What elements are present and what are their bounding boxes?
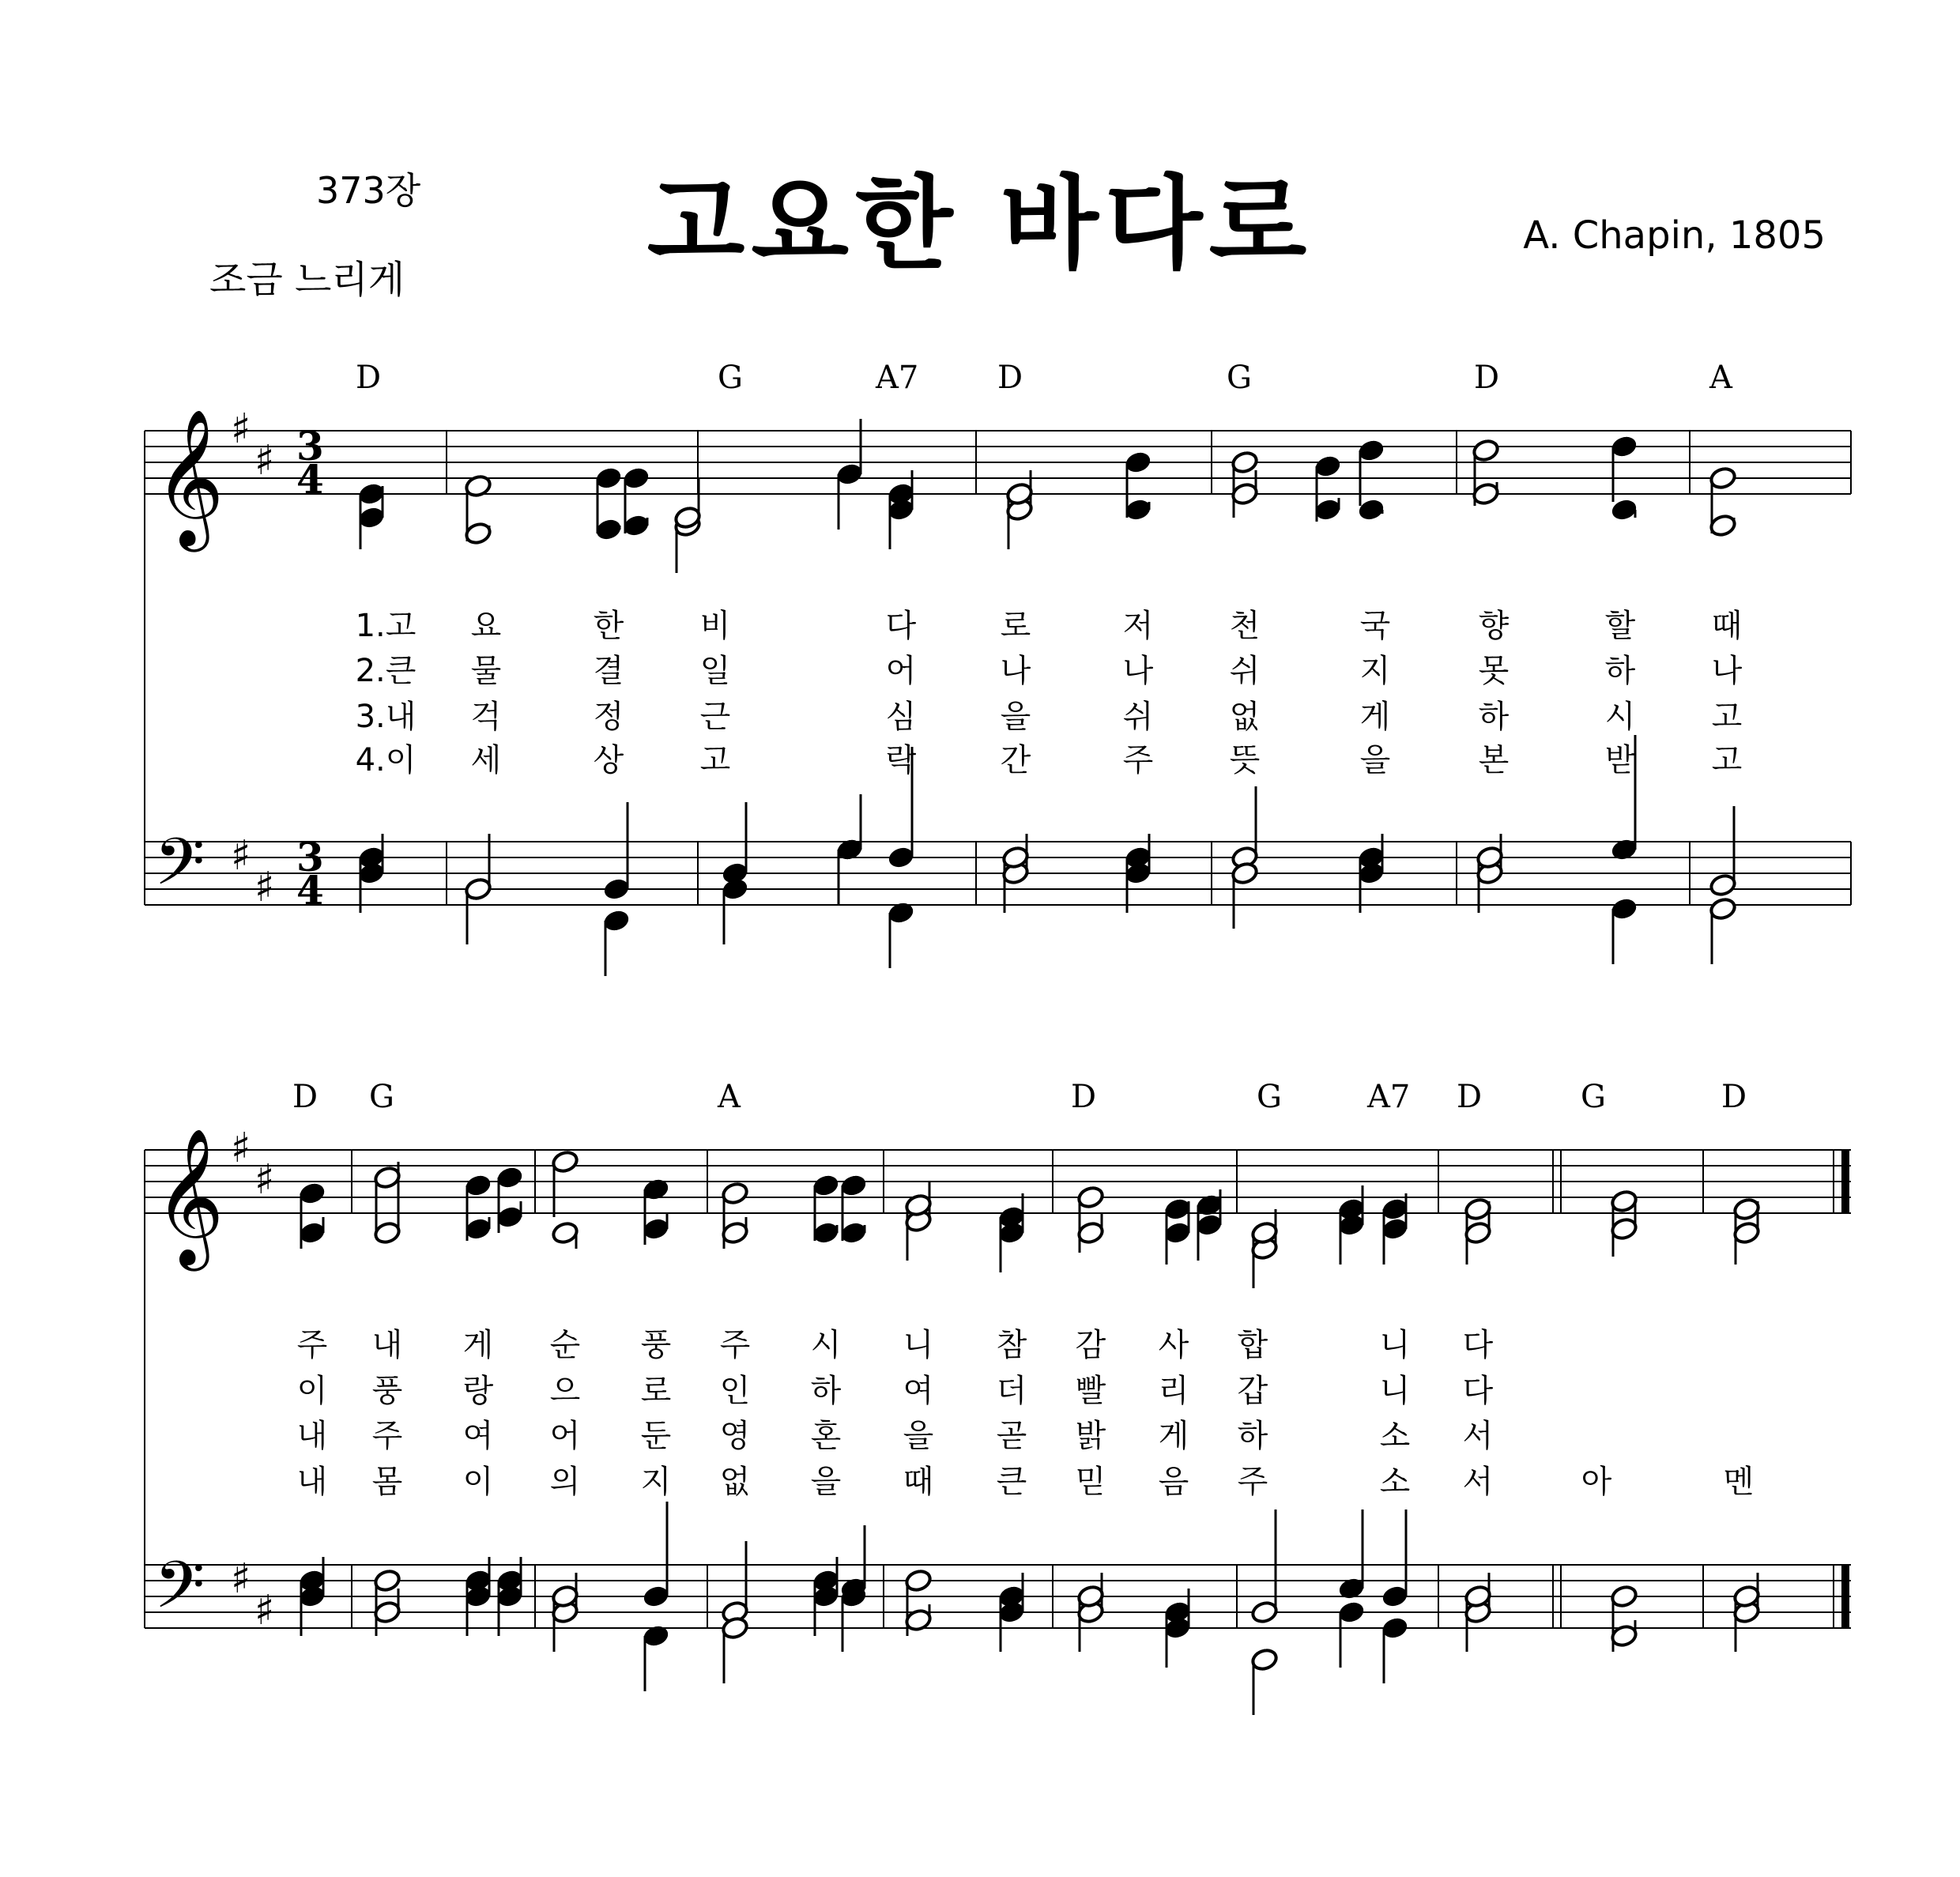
chord-symbol: G	[1581, 1079, 1606, 1115]
lyric-syllable: 쉬	[1229, 653, 1261, 689]
chord-symbol: A	[1709, 360, 1732, 396]
lyric-syllable: 쉬	[1122, 699, 1154, 735]
notes	[298, 419, 1761, 1715]
lyric-syllable: 4.이	[355, 742, 416, 778]
lyric-syllable: 어	[885, 653, 917, 689]
chord-symbol: A7	[876, 360, 919, 396]
lyric-syllable: 하	[1478, 699, 1510, 735]
lyric-syllable: 니	[903, 1327, 934, 1363]
time-signature	[296, 423, 324, 914]
lyric-syllable: 향	[1478, 608, 1510, 644]
lyric-syllable: 주	[719, 1327, 751, 1363]
lyric-syllable: 서	[1462, 1464, 1494, 1500]
lyric-syllable: 천	[1229, 608, 1261, 644]
svg-text:♯: ♯	[254, 437, 275, 484]
chord-symbol: A	[718, 1079, 741, 1115]
lyric-syllable: 세	[470, 742, 502, 778]
lyric-syllable: 1.고	[355, 608, 416, 644]
svg-text:3: 3	[296, 834, 324, 880]
lyric-syllable: 요	[470, 608, 502, 644]
chord-symbol: D	[1721, 1079, 1747, 1115]
page-title: 고요한 바다로	[646, 165, 1314, 283]
lyric-syllable: 믿	[1075, 1464, 1106, 1500]
lyric-syllable: 비	[699, 608, 731, 644]
svg-text:♯: ♯	[231, 1125, 251, 1172]
lyric-syllable: 랑	[462, 1373, 494, 1409]
svg-text:♯: ♯	[254, 1156, 275, 1204]
lyric-syllable: 주	[1237, 1464, 1268, 1500]
lyric-syllable: 더	[996, 1373, 1027, 1409]
lyric-syllable: 시	[810, 1327, 842, 1363]
bass-clef-icon: 𝄢	[154, 1547, 205, 1639]
lyric-syllable: 사	[1158, 1327, 1189, 1363]
lyric-syllable: 풍	[640, 1327, 672, 1363]
lyric-syllable: 받	[1604, 742, 1636, 778]
lyric-syllable: 때	[903, 1464, 934, 1500]
lyric-syllable: 여	[903, 1373, 934, 1409]
chord-symbol: D	[1474, 360, 1500, 396]
lyric-syllable: 할	[1604, 608, 1636, 644]
lyric-syllable: 곧	[996, 1418, 1027, 1454]
lyric-syllable: 못	[1478, 653, 1510, 689]
lyric-syllable: 시	[1604, 699, 1636, 735]
bass-staff-2	[145, 1565, 1851, 1628]
lyric-syllable: 없	[719, 1464, 751, 1500]
lyric-syllable: 빨	[1075, 1373, 1106, 1409]
chord-symbol: G	[1257, 1079, 1282, 1115]
lyric-syllable: 을	[1359, 742, 1391, 778]
tempo-marking: 조금 느리게	[209, 258, 405, 302]
lyric-syllable: 한	[593, 608, 624, 644]
lyric-syllable: 인	[719, 1373, 751, 1409]
svg-text:4: 4	[296, 867, 324, 914]
svg-text:♯: ♯	[231, 405, 251, 453]
lyric-syllable: 본	[1478, 742, 1510, 778]
lyric-syllable: 혼	[810, 1418, 842, 1454]
lyric-syllable: 주	[371, 1418, 403, 1454]
lyric-syllable: 나	[1711, 653, 1743, 689]
lyric-syllable: 큰	[996, 1464, 1027, 1500]
lyric-syllable: 간	[1000, 742, 1031, 778]
lyric-syllable: 풍	[371, 1373, 403, 1409]
lyric-syllable: 주	[1122, 742, 1154, 778]
barlines-2	[352, 1150, 1834, 1628]
final-barline	[1841, 1565, 1849, 1628]
final-barline	[1841, 1150, 1849, 1213]
lyric-syllable: 이	[296, 1373, 328, 1409]
composer-credit: A. Chapin, 1805	[1523, 213, 1826, 258]
lyric-syllable: 일	[699, 653, 731, 689]
lyric-syllable: 결	[593, 653, 624, 689]
lyric-syllable: 다	[885, 608, 917, 644]
lyric-syllable: 지	[1359, 653, 1391, 689]
lyric-syllable: 상	[593, 742, 624, 778]
treble-clef-icon: 𝄞	[154, 1128, 224, 1265]
lyric-syllable: 로	[640, 1373, 672, 1409]
lyric-syllable: 로	[1000, 608, 1031, 644]
barlines-1	[447, 431, 1690, 905]
lyric-syllable: 갑	[1237, 1373, 1268, 1409]
lyric-syllable: 때	[1711, 608, 1743, 644]
lyric-syllable: 주	[296, 1327, 328, 1363]
lyric-syllable: 참	[996, 1327, 1027, 1363]
lyric-syllable: 걱	[470, 699, 502, 735]
chord-symbol: D	[1071, 1079, 1097, 1115]
chord-symbol: A7	[1367, 1079, 1411, 1115]
lyric-syllable: 나	[1122, 653, 1154, 689]
bass-staff-1	[145, 842, 1851, 905]
lyric-syllable: 으	[549, 1373, 581, 1409]
lyric-syllable: 내	[296, 1464, 328, 1500]
lyric-syllable: 정	[593, 699, 624, 735]
svg-text:♯: ♯	[254, 1587, 275, 1634]
lyric-syllable: 을	[903, 1418, 934, 1454]
lyric-syllable: 니	[1379, 1373, 1411, 1409]
lyric-syllable: 이	[462, 1464, 494, 1500]
lyric-syllable: 소	[1379, 1464, 1411, 1500]
svg-text:♯: ♯	[254, 864, 275, 911]
lyric-syllable: 내	[296, 1418, 328, 1454]
lyric-syllable: 지	[640, 1464, 672, 1500]
lyric-syllable: 없	[1229, 699, 1261, 735]
chord-symbol: D	[356, 360, 382, 396]
svg-text:♯: ♯	[231, 1555, 251, 1603]
lyric-syllable: 소	[1379, 1418, 1411, 1454]
lyric-syllable: 을	[1000, 699, 1031, 735]
chord-symbol: G	[369, 1079, 394, 1115]
lyric-syllable: 다	[1462, 1373, 1494, 1409]
svg-text:4: 4	[296, 456, 324, 503]
lyric-syllable: 게	[1359, 699, 1391, 735]
lyric-syllable: 심	[885, 699, 917, 735]
svg-text:♯: ♯	[231, 832, 251, 880]
lyric-syllable: 순	[549, 1327, 581, 1363]
lyric-syllable: 내	[371, 1327, 403, 1363]
lyric-syllable: 음	[1158, 1464, 1189, 1500]
lyric-syllable: 밝	[1075, 1418, 1106, 1454]
lyric-syllable: 하	[1604, 653, 1636, 689]
lyric-syllable: 감	[1075, 1327, 1106, 1363]
lyric-syllable: 합	[1237, 1327, 1268, 1363]
lyric-syllable: 국	[1359, 608, 1391, 644]
chord-symbol: D	[292, 1079, 318, 1115]
svg-text:3: 3	[296, 423, 324, 469]
lyric-syllable: 게	[462, 1327, 494, 1363]
lyric-syllable: 나	[1000, 653, 1031, 689]
lyric-syllable: 을	[810, 1464, 842, 1500]
treble-clef-icon: 𝄞	[154, 409, 224, 546]
lyric-syllable: 고	[699, 742, 731, 778]
hymn-number: 373장	[316, 169, 421, 212]
lyric-syllable: 물	[470, 653, 502, 689]
lyric-syllable: 여	[462, 1418, 494, 1454]
chord-symbol: G	[718, 360, 743, 396]
lyric-syllable: 아	[1581, 1464, 1612, 1500]
lyric-syllable: 저	[1122, 608, 1154, 644]
lyric-syllable: 고	[1711, 699, 1743, 735]
lyric-syllable: 고	[1711, 742, 1743, 778]
chord-symbol: G	[1227, 360, 1252, 396]
lyric-syllable: 2.큰	[355, 653, 416, 689]
lyric-syllable: 3.내	[355, 699, 416, 735]
bass-clef-icon: 𝄢	[154, 824, 205, 916]
lyric-syllable: 하	[1237, 1418, 1268, 1454]
lyric-syllable: 다	[1462, 1327, 1494, 1363]
lyric-syllable: 몸	[371, 1464, 403, 1500]
lyric-syllable: 리	[1158, 1373, 1189, 1409]
lyric-syllable: 영	[719, 1418, 751, 1454]
lyric-syllable: 락	[885, 742, 917, 778]
lyric-syllable: 서	[1462, 1418, 1494, 1454]
lyric-syllable: 둔	[640, 1418, 672, 1454]
lyric-syllable: 의	[549, 1464, 581, 1500]
key-signature-sharp-icon	[231, 405, 274, 1634]
lyric-syllable: 멘	[1723, 1464, 1755, 1500]
lyric-syllable: 근	[699, 699, 731, 735]
lyric-syllable: 하	[810, 1373, 842, 1409]
chord-symbol: D	[997, 360, 1023, 396]
lyric-syllable: 뜻	[1229, 742, 1261, 778]
treble-staff-1	[145, 431, 1851, 494]
lyric-syllable: 어	[549, 1418, 581, 1454]
lyric-syllable: 니	[1379, 1327, 1411, 1363]
treble-staff-2	[145, 1150, 1851, 1213]
chord-symbol: D	[1457, 1079, 1483, 1115]
lyric-syllable: 게	[1158, 1418, 1189, 1454]
